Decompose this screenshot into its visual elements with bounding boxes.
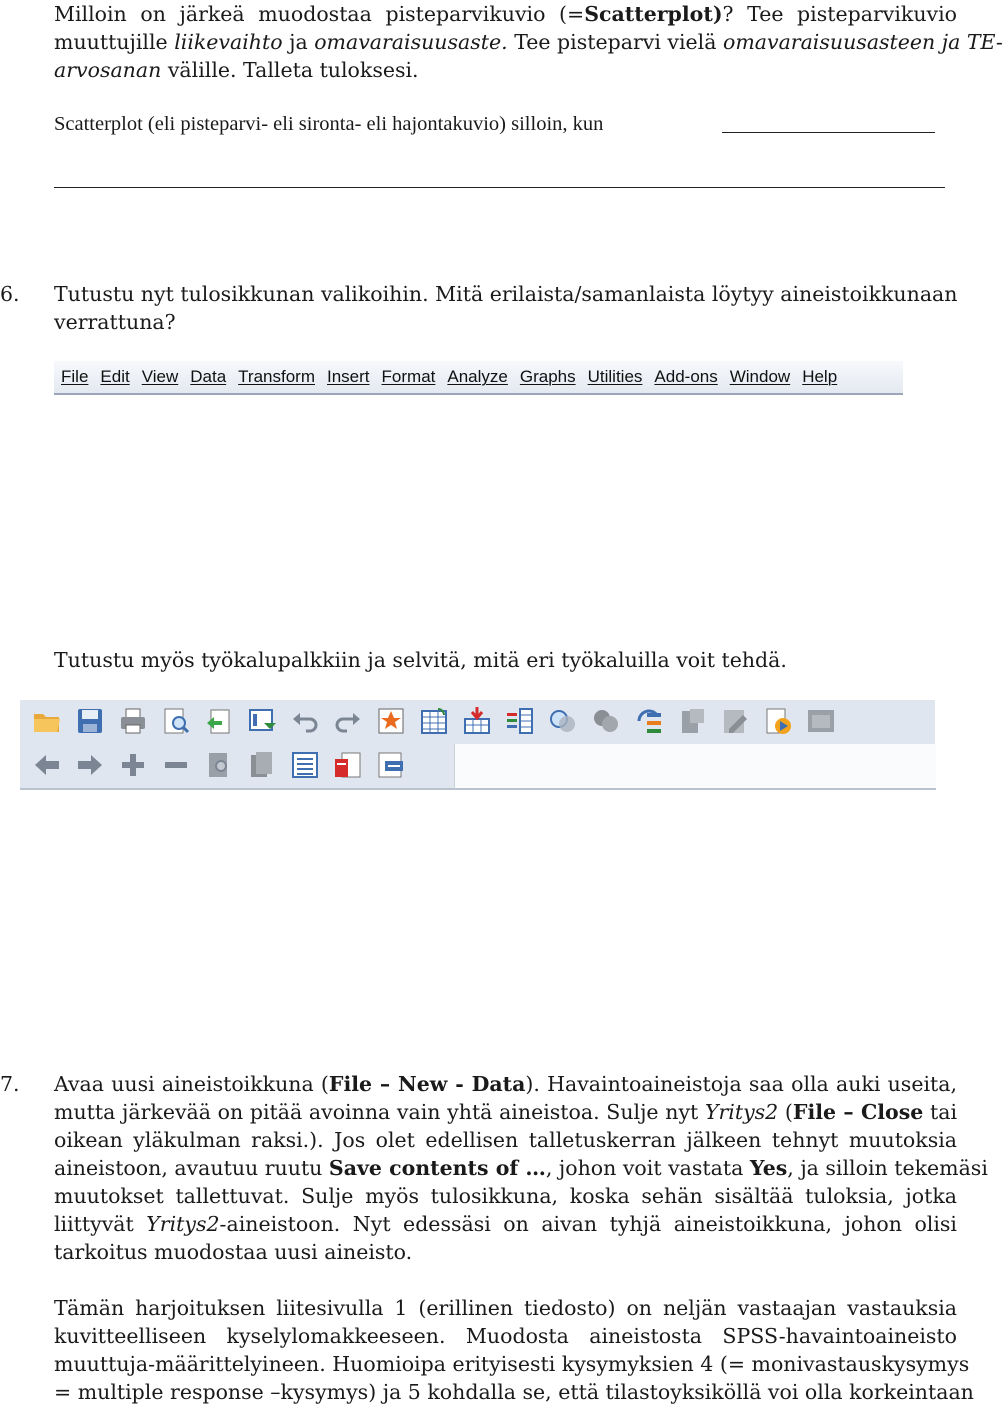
hide-icon[interactable] [243,746,280,784]
forward-arrow-icon[interactable] [71,746,108,784]
intro-line-1: Milloin on järkeä muodostaa pisteparvikuvio (=Scatterplot)? Tee pisteparvikuvio [54,2,958,26]
section-7-line-6: liittyvät Yritys2-aineistoon. Nyt edessäsi on aivan tyhjä aineistoikkuna, johon olisi [54,1212,957,1236]
scatter-question [54,110,734,138]
insert-text-icon[interactable] [372,746,409,784]
menu-insert[interactable]: Insert [327,367,370,386]
print-icon[interactable] [114,702,151,740]
undo-icon[interactable] [286,702,323,740]
export-icon[interactable] [200,702,237,740]
toolbar-row-2 [28,746,409,784]
menu-utilities[interactable]: Utilities [587,367,643,386]
goto-variable-icon[interactable] [415,702,452,740]
answer-line-2[interactable] [54,187,945,188]
section-7-line-7: tarkoitus muodostaa uusi aineisto. [54,1240,413,1264]
menu-graphs[interactable]: Graphs [519,367,576,386]
gray-window-icon[interactable] [802,702,839,740]
last-line-2: kuvitteelliseen kyselylomakkeeseen. Muodosta aineistosta SPSS-havaintoaineisto [54,1324,957,1348]
section-7-line-3: oikean yläkulman raksi.). Jos olet edellisen talletuskerran jälkeen tehnyt muutoksia [54,1128,957,1152]
edit-icon[interactable] [716,702,753,740]
last-line-1: Tämän harjoituksen liitesivulla 1 (erillinen tiedosto) on neljän vastaajan vastauksia [54,1296,957,1320]
show-icon[interactable] [200,746,237,784]
print-preview-icon[interactable] [157,702,194,740]
goto-case-icon[interactable] [372,702,409,740]
section-6-line-2: verrattuna? [54,310,176,334]
answer-line-1[interactable] [722,132,935,133]
redo-icon[interactable] [329,702,366,740]
menu-help[interactable]: Help [802,367,838,386]
recall-dialog-icon[interactable] [243,702,280,740]
collapse-minus-icon[interactable] [157,746,194,784]
menu-format[interactable]: Format [381,367,436,386]
toolbar-instruction: Tutustu myös työkalupalkkiin ja selvitä, mitä eri työkaluilla voit tehdä. [54,648,787,672]
section-7-line-1: Avaa uusi aineistoikkuna (File – New - Data). Havaintoaineistoja saa olla auki useita, [54,1072,957,1096]
section-6-text [54,280,957,336]
spss-menu-bar [54,361,903,395]
section-7-text [54,1070,988,1266]
last-line-3: muuttuja-määrittelyineen. Huomioipa erityisesti kysymyksien 4 (= monivastauskysymys [54,1352,970,1376]
menu-transform[interactable]: Transform [238,367,315,386]
insert-title-icon[interactable] [329,746,366,784]
venn-select-icon[interactable] [544,702,581,740]
designate-window-icon[interactable] [630,702,667,740]
section-7-number: 7. [0,1072,20,1096]
venn-gray-icon[interactable] [587,702,624,740]
intro-line-2: muuttujille liikevaihto ja omavaraisuusaste. Tee pisteparvi vielä omavaraisuusasteen ja TE- [54,30,1003,54]
section-7-line-2: mutta järkevää on pitää avoinna vain yhtä aineistoa. Sulje nyt Yritys2 (File – Close tai [54,1100,958,1124]
intro-paragraph [54,0,1003,84]
section-6-line-1: Tutustu nyt tulosikkunan valikoihin. Mitä erilaista/samanlaista löytyy aineistoikkunaan [54,282,958,306]
menu-edit[interactable]: Edit [100,367,130,386]
toolbar-row-1 [28,702,839,740]
intro-line-3: arvosanan välille. Talleta tuloksesi. [54,58,419,82]
menu-file[interactable]: File [61,367,89,386]
menu-analyze[interactable]: Analyze [447,367,508,386]
scatter-question-text: Scatterplot (eli pisteparvi- eli sironta- eli hajontakuvio) silloin, kun [54,113,604,135]
last-paragraph [54,1294,974,1406]
save-icon[interactable] [71,702,108,740]
insert-output-icon[interactable] [458,702,495,740]
run-script-icon[interactable] [759,702,796,740]
back-arrow-icon[interactable] [28,746,65,784]
open-folder-icon[interactable] [28,702,65,740]
section-7-line-5: muutokset tallettuvat. Sulje myös tulosikkuna, koska sehän sisältää tuloksia, jotka [54,1184,957,1208]
menu-add-ons[interactable]: Add-ons [654,367,718,386]
insert-heading-icon[interactable] [286,746,323,784]
expand-plus-icon[interactable] [114,746,151,784]
section-6-number: 6. [0,282,20,306]
variables-icon[interactable] [501,702,538,740]
menu-data[interactable]: Data [190,367,227,386]
last-line-4: = multiple response –kysymys) ja 5 kohdalla se, että tilastoyksiköllä voi olla korkeintaan [54,1380,974,1404]
section-7-line-4: aineistoon, avautuu ruutu Save contents of …, johon voit vastata Yes, ja silloin tekemäsi [54,1156,988,1180]
menu-view[interactable]: View [141,367,179,386]
script-icon[interactable] [673,702,710,740]
toolbar-empty-area [454,744,936,790]
menu-window[interactable]: Window [729,367,791,386]
